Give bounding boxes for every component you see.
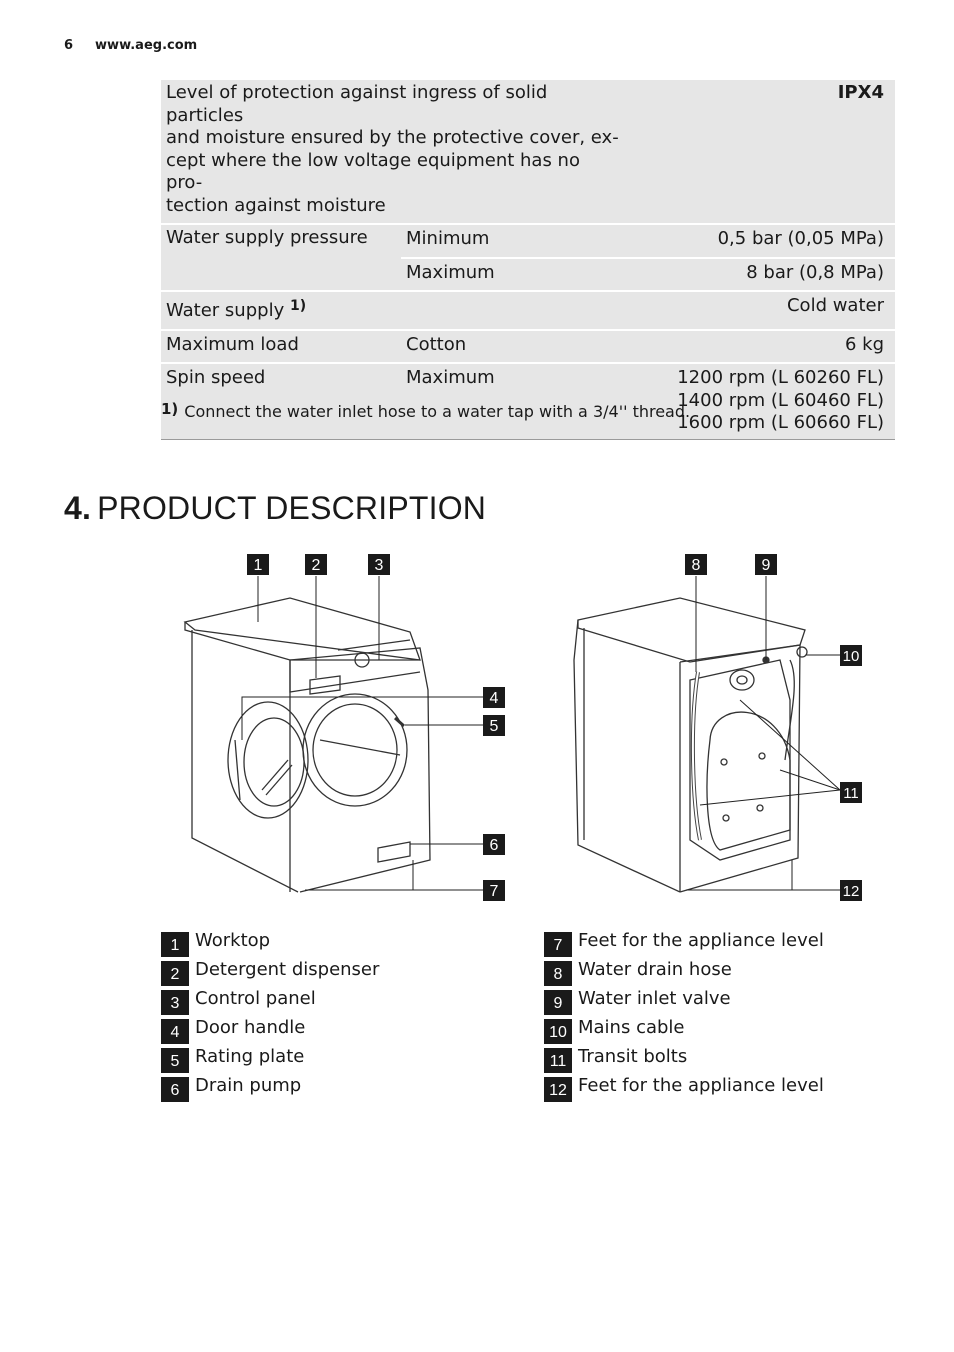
section-heading	[64, 490, 486, 527]
protection-value: IPX4	[631, 80, 895, 224]
spin-sub: Maximum	[401, 363, 631, 439]
svg-text:1: 1	[253, 557, 263, 574]
list-item: 5 Rating plate	[161, 1045, 379, 1074]
max-load-label: Maximum load	[161, 330, 401, 364]
footnote	[161, 400, 690, 421]
svg-text:9: 9	[761, 557, 771, 574]
product-diagram	[0, 540, 954, 910]
front-view-drawing	[185, 598, 430, 892]
callout-6	[483, 834, 505, 855]
pressure-min-value: 0,5 bar (0,05 MPa)	[631, 224, 895, 258]
list-item: 4 Door handle	[161, 1016, 379, 1045]
list-item: 7 Feet for the appliance level	[544, 929, 824, 958]
table-row	[161, 224, 895, 258]
callout-11	[840, 782, 862, 803]
svg-text:12: 12	[842, 883, 860, 900]
svg-text:6: 6	[489, 837, 499, 854]
svg-text:5: 5	[489, 718, 499, 735]
svg-text:7: 7	[489, 883, 499, 900]
table-row	[161, 330, 895, 364]
page-header	[64, 38, 197, 53]
spin-label: Spin speed	[161, 363, 401, 439]
callout-4	[483, 687, 505, 708]
water-supply-value: Cold water	[631, 291, 895, 330]
callout-7	[483, 880, 505, 901]
callout-10	[840, 645, 862, 666]
callout-5	[483, 715, 505, 736]
pressure-max-value: 8 bar (0,8 MPa)	[631, 258, 895, 292]
spin-values: 1200 rpm (L 60260 FL) 1400 rpm (L 60460 FL) 1600 rpm (L 60660 FL)	[631, 363, 895, 439]
water-supply-label: Water supply $^{1)}$	[161, 291, 401, 330]
svg-text:3: 3	[374, 557, 384, 574]
list-item: 9 Water inlet valve	[544, 987, 824, 1016]
specification-table	[161, 80, 895, 440]
svg-text:8: 8	[691, 557, 701, 574]
svg-text:4: 4	[489, 690, 499, 707]
svg-text:2: 2	[311, 557, 321, 574]
max-load-sub: Cotton	[401, 330, 631, 364]
callout-labels	[247, 554, 862, 901]
table-row	[161, 291, 895, 330]
footnote-ref: 1)	[289, 298, 307, 314]
protection-label: Level of protection against ingress of solid particles and moisture ensured by the protective cover, ex- cept where the low voltage equipment has no pro- tection against moisture	[161, 80, 631, 224]
website-link[interactable]: www.aeg.com	[95, 38, 198, 53]
list-item: 2 Detergent dispenser	[161, 958, 379, 987]
section-number: 4.	[64, 490, 92, 526]
list-item: 3 Control panel	[161, 987, 379, 1016]
legend-right	[544, 929, 824, 1103]
svg-text:10: 10	[842, 648, 860, 665]
callout-3	[368, 554, 390, 575]
callout-9	[755, 554, 777, 575]
list-item: 12 Feet for the appliance level	[544, 1074, 824, 1103]
back-view-drawing	[574, 598, 807, 892]
footnote-marker: 1)	[161, 400, 179, 418]
list-item: 11 Transit bolts	[544, 1045, 824, 1074]
pressure-max-label: Maximum	[401, 258, 631, 292]
table-row	[161, 80, 895, 224]
pressure-label: Water supply pressure	[161, 224, 401, 291]
callout-8	[685, 554, 707, 575]
page-number: 6	[64, 38, 74, 53]
svg-text:11: 11	[843, 785, 859, 802]
callout-2	[305, 554, 327, 575]
list-item: 10 Mains cable	[544, 1016, 824, 1045]
legend-left	[161, 929, 379, 1103]
section-title: PRODUCT DESCRIPTION	[97, 490, 487, 526]
list-item: 6 Drain pump	[161, 1074, 379, 1103]
callout-12	[840, 880, 862, 901]
footnote-text: Connect the water inlet hose to a water tap with a 3/4'' thread.	[184, 402, 691, 421]
max-load-value: 6 kg	[631, 330, 895, 364]
callout-1	[247, 554, 269, 575]
pressure-min-label: Minimum	[401, 224, 631, 258]
list-item: 8 Water drain hose	[544, 958, 824, 987]
list-item: 1 Worktop	[161, 929, 379, 958]
